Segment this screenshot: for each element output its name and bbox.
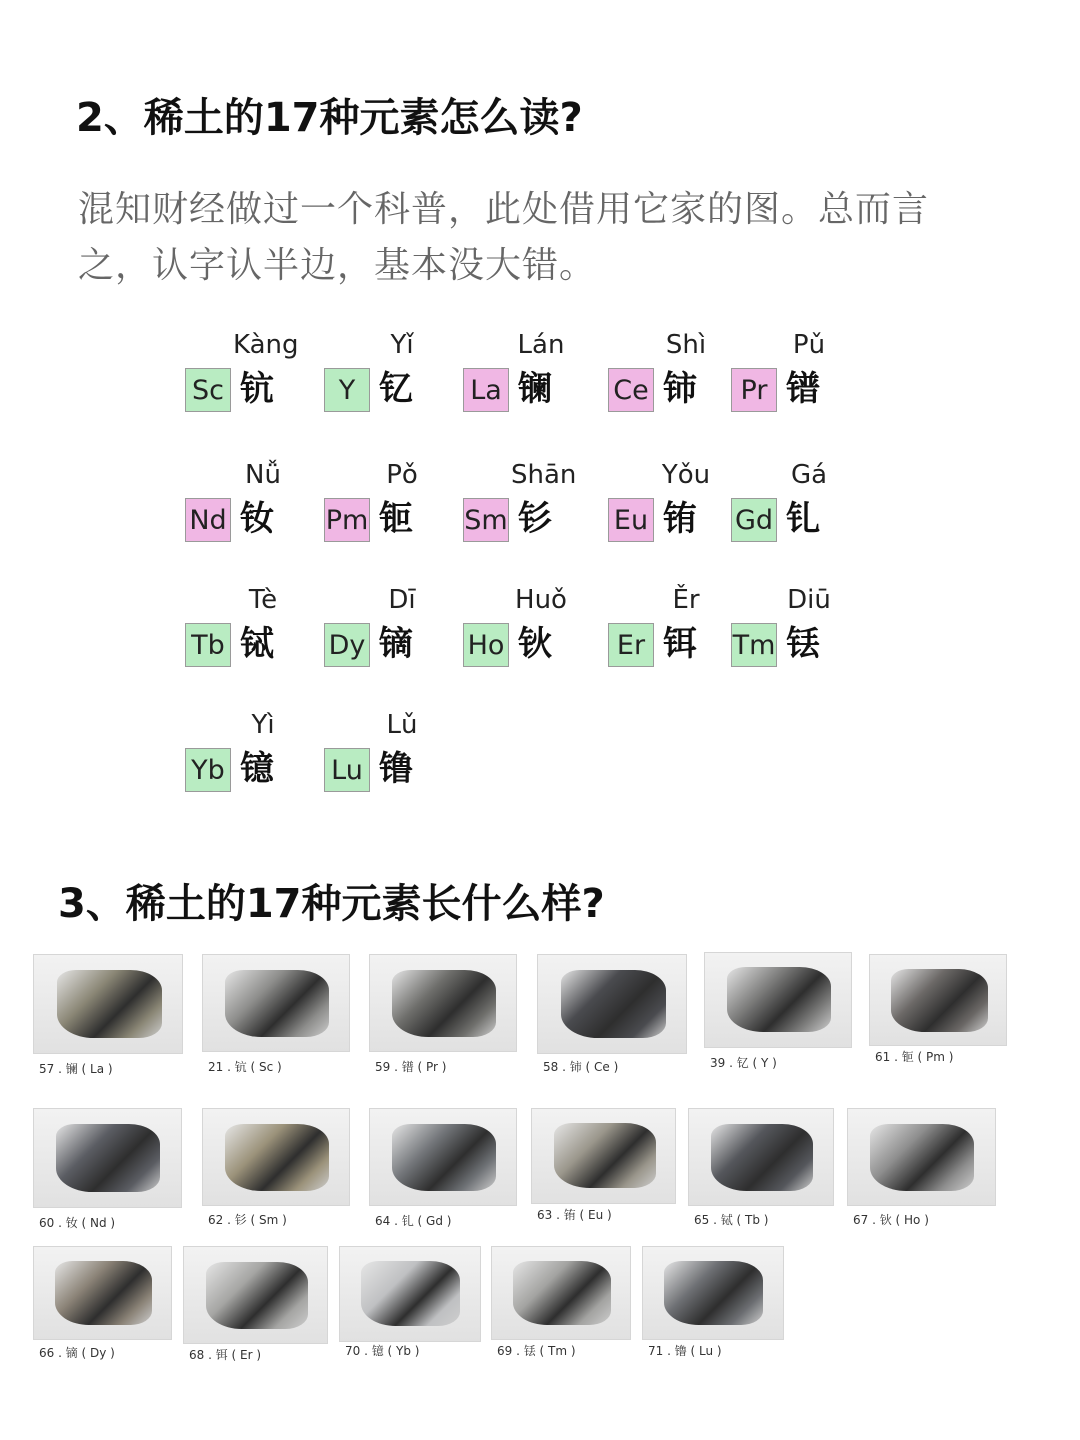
- element-hanzi: 铈: [663, 369, 697, 409]
- element-item: [463, 330, 593, 420]
- metal-sample: [225, 970, 329, 1037]
- metal-sample: [56, 1124, 160, 1192]
- element-photo: [491, 1246, 631, 1340]
- metal-sample: [664, 1261, 763, 1325]
- element-photo: [869, 954, 1007, 1046]
- metal-sample: [392, 970, 496, 1037]
- metal-sample: [206, 1262, 308, 1329]
- element-pinyin: Ěr: [672, 585, 700, 615]
- element-photo: [202, 954, 350, 1052]
- element-symbol: Gd: [731, 498, 777, 542]
- metal-sample: [225, 1124, 329, 1191]
- element-item: [463, 585, 593, 675]
- element-photo: [33, 954, 183, 1054]
- element-pinyin: Tè: [248, 585, 278, 615]
- element-photo: [202, 1108, 350, 1206]
- metal-sample: [891, 969, 988, 1032]
- photo-caption: 70 . 镱 ( Yb ): [345, 1344, 420, 1358]
- element-symbol: Er: [608, 623, 654, 667]
- element-hanzi: 钆: [786, 499, 820, 539]
- element-symbol: Eu: [608, 498, 654, 542]
- element-symbol: Pr: [731, 368, 777, 412]
- photo-caption: 64 . 钆 ( Gd ): [375, 1214, 452, 1228]
- metal-sample: [870, 1124, 974, 1191]
- element-hanzi: 铒: [663, 624, 697, 664]
- element-pinyin: Yì: [251, 710, 275, 740]
- metal-sample: [513, 1261, 611, 1325]
- element-item: [608, 460, 738, 550]
- element-hanzi: 镱: [240, 749, 274, 789]
- element-item: [608, 330, 738, 420]
- element-symbol: Ce: [608, 368, 654, 412]
- element-photo: [688, 1108, 834, 1206]
- metal-sample: [554, 1123, 656, 1188]
- element-pinyin: Huǒ: [515, 585, 567, 615]
- element-photo: [642, 1246, 784, 1340]
- element-item: [324, 460, 454, 550]
- photo-caption: 69 . 铥 ( Tm ): [497, 1344, 576, 1358]
- element-photo: [704, 952, 852, 1048]
- element-symbol: Sm: [463, 498, 509, 542]
- element-pinyin: Diū: [787, 585, 831, 615]
- element-symbol: Pm: [324, 498, 370, 542]
- element-pinyin: Lán: [517, 330, 565, 360]
- element-photo: [537, 954, 687, 1054]
- metal-sample: [55, 1261, 152, 1325]
- element-hanzi: 钬: [518, 624, 552, 664]
- element-item: [185, 460, 315, 550]
- element-item: [731, 460, 861, 550]
- element-hanzi: 铕: [663, 499, 697, 539]
- section-2-title: 2、稀土的17种元素怎么读?: [76, 95, 583, 141]
- metal-sample: [561, 970, 666, 1038]
- element-hanzi: 镨: [786, 369, 820, 409]
- photo-caption: 68 . 铒 ( Er ): [189, 1348, 262, 1362]
- photo-caption: 65 . 铽 ( Tb ): [694, 1213, 769, 1227]
- element-hanzi: 镧: [518, 369, 552, 409]
- element-item: [324, 330, 454, 420]
- element-symbol: Ho: [463, 623, 509, 667]
- element-symbol: Dy: [324, 623, 370, 667]
- element-hanzi: 钷: [379, 499, 413, 539]
- element-hanzi: 镝: [379, 624, 413, 664]
- metal-sample: [711, 1124, 813, 1191]
- element-pinyin: Shān: [511, 460, 577, 490]
- intro-paragraph: 混知财经做过一个科普，此处借用它家的图。总而言之，认字认半边，基本没大错。: [78, 189, 930, 286]
- element-item: [463, 460, 593, 550]
- element-symbol: Lu: [324, 748, 370, 792]
- element-photo: [369, 1108, 517, 1206]
- element-hanzi: 钕: [240, 499, 274, 539]
- metal-sample: [392, 1124, 496, 1191]
- element-item: [324, 585, 454, 675]
- photo-caption: 58 . 铈 ( Ce ): [543, 1060, 619, 1074]
- photo-caption: 60 . 钕 ( Nd ): [39, 1216, 116, 1230]
- element-item: [185, 585, 315, 675]
- element-symbol: Sc: [185, 368, 231, 412]
- photo-caption: 21 . 钪 ( Sc ): [208, 1060, 282, 1074]
- element-hanzi: 钐: [518, 499, 552, 539]
- photo-caption: 59 . 镨 ( Pr ): [375, 1060, 447, 1074]
- section-3-title: 3、稀土的17种元素长什么样?: [58, 881, 605, 927]
- element-pinyin: Yǐ: [390, 330, 414, 360]
- element-symbol: Y: [324, 368, 370, 412]
- element-pinyin: Nǚ: [245, 460, 281, 490]
- element-hanzi: 钪: [240, 369, 274, 409]
- element-pinyin: Shì: [665, 330, 707, 360]
- element-symbol: Tm: [731, 623, 777, 667]
- element-hanzi: 钇: [379, 369, 413, 409]
- element-hanzi: 铽: [240, 624, 274, 664]
- element-pinyin: Gá: [790, 460, 828, 490]
- element-pinyin: Dī: [388, 585, 416, 615]
- photo-caption: 39 . 钇 ( Y ): [710, 1056, 777, 1070]
- photo-caption: 67 . 钬 ( Ho ): [853, 1213, 929, 1227]
- metal-sample: [57, 970, 162, 1038]
- photo-caption: 62 . 钐 ( Sm ): [208, 1213, 287, 1227]
- element-hanzi: 镥: [379, 749, 413, 789]
- element-item: [731, 330, 861, 420]
- element-photo: [531, 1108, 676, 1204]
- element-photo: [183, 1246, 328, 1344]
- element-pinyin: Yǒu: [661, 460, 711, 490]
- element-symbol: Tb: [185, 623, 231, 667]
- element-item: [731, 585, 861, 675]
- photo-caption: 63 . 铕 ( Eu ): [537, 1208, 612, 1222]
- element-hanzi: 铥: [786, 624, 820, 664]
- element-pinyin: Pǔ: [792, 330, 826, 360]
- element-photo: [33, 1108, 182, 1208]
- element-item: [185, 330, 315, 420]
- metal-sample: [361, 1261, 460, 1326]
- element-photo: [33, 1246, 172, 1340]
- element-photo: [369, 954, 517, 1052]
- photo-caption: 66 . 镝 ( Dy ): [39, 1346, 115, 1360]
- element-symbol: Yb: [185, 748, 231, 792]
- photo-caption: 71 . 镥 ( Lu ): [648, 1344, 722, 1358]
- element-item: [608, 585, 738, 675]
- element-item: [185, 710, 315, 800]
- element-symbol: Nd: [185, 498, 231, 542]
- element-photo: [847, 1108, 996, 1206]
- element-pinyin: Lǔ: [386, 710, 418, 740]
- metal-sample: [727, 967, 831, 1032]
- photo-caption: 57 . 镧 ( La ): [39, 1062, 113, 1076]
- element-item: [324, 710, 454, 800]
- element-photo: [339, 1246, 481, 1342]
- element-pinyin: Pǒ: [386, 460, 418, 490]
- photo-caption: 61 . 钷 ( Pm ): [875, 1050, 954, 1064]
- element-symbol: La: [463, 368, 509, 412]
- element-pinyin: Kàng: [233, 330, 299, 360]
